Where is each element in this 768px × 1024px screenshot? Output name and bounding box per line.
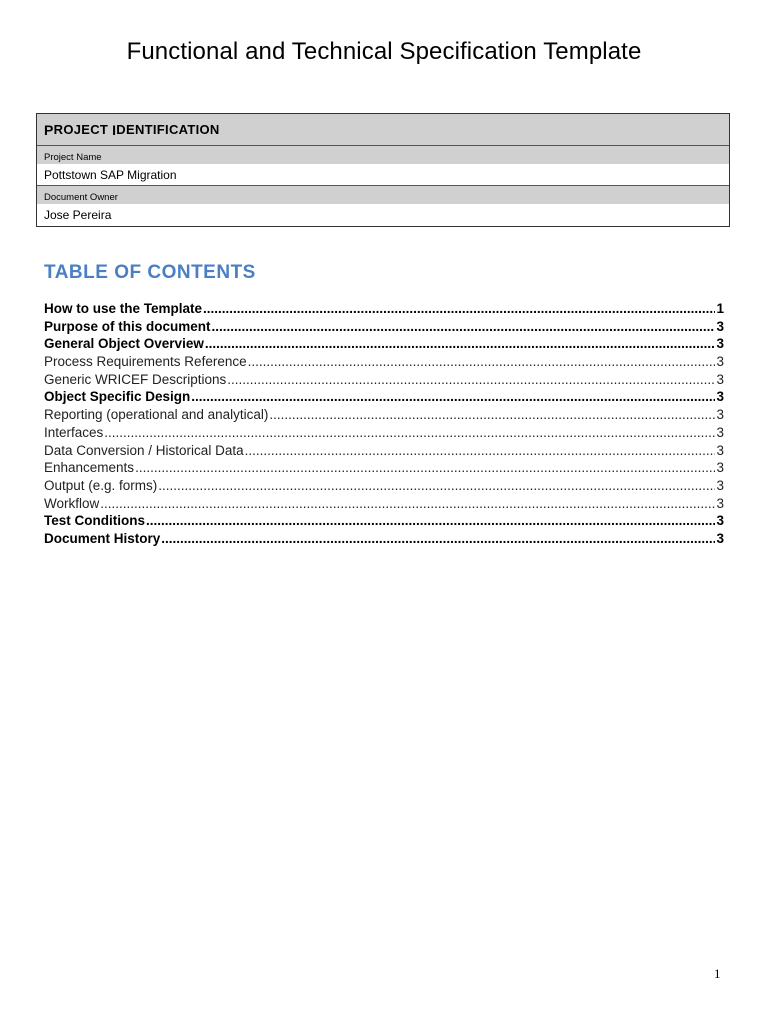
header-initial-p: P xyxy=(44,121,54,138)
toc-entry[interactable] xyxy=(44,372,724,390)
toc-dot-leader xyxy=(100,496,715,511)
toc-entry-page: 3 xyxy=(716,318,724,334)
toc-dot-leader xyxy=(227,372,715,387)
toc-entry-text: Document History xyxy=(44,530,161,546)
toc-entry-text: Workflow xyxy=(44,495,100,511)
project-name-label: Project Name xyxy=(37,146,729,164)
toc-entry[interactable] xyxy=(44,478,724,496)
toc-entry-page: 3 xyxy=(716,389,724,405)
toc-entry[interactable] xyxy=(44,531,724,549)
toc-entry-text: Purpose of this document xyxy=(44,318,211,334)
toc-entry[interactable] xyxy=(44,425,724,443)
toc-entry[interactable] xyxy=(44,443,724,461)
toc-dot-leader xyxy=(135,460,715,475)
project-name-value[interactable]: Pottstown SAP Migration xyxy=(37,164,729,186)
toc-entry-text: Process Requirements Reference xyxy=(44,354,247,370)
toc-dot-leader xyxy=(146,513,715,528)
toc-dot-leader xyxy=(158,478,715,493)
toc-entry-page: 3 xyxy=(716,477,724,493)
toc-dot-leader xyxy=(203,301,715,316)
toc-entry-page: 3 xyxy=(716,460,724,476)
toc-entry[interactable] xyxy=(44,336,724,354)
page-number: 1 xyxy=(714,966,721,981)
toc-heading: TABLE OF CONTENTS xyxy=(44,262,256,283)
toc-entry-text: Generic WRICEF Descriptions xyxy=(44,371,227,387)
toc-dot-leader xyxy=(104,425,715,440)
toc-entry-page: 3 xyxy=(716,354,724,370)
toc-entry-text: Object Specific Design xyxy=(44,389,191,405)
toc-dot-leader xyxy=(245,443,716,458)
toc-entry-text: Data Conversion / Historical Data xyxy=(44,442,244,458)
toc-entry-page: 3 xyxy=(716,336,724,352)
toc-entry[interactable] xyxy=(44,407,724,425)
toc-entry[interactable] xyxy=(44,496,724,514)
toc-entry-text: Reporting (operational and analytical) xyxy=(44,407,269,423)
toc-entry-page: 3 xyxy=(716,424,724,440)
toc-entry[interactable] xyxy=(44,513,724,531)
toc-entry-text: Interfaces xyxy=(44,424,104,440)
header-text-roject: ROJECT xyxy=(53,122,109,137)
toc-dot-leader xyxy=(161,531,715,546)
toc-entry-page: 3 xyxy=(716,407,724,423)
toc-entry-page: 3 xyxy=(716,495,724,511)
toc-entry-text: General Object Overview xyxy=(44,336,204,352)
toc-dot-leader xyxy=(269,407,715,422)
toc-entry[interactable] xyxy=(44,354,724,372)
toc-dot-leader xyxy=(191,389,715,404)
table-of-contents xyxy=(44,301,724,549)
toc-entry-page: 3 xyxy=(716,513,724,529)
toc-entry-page: 3 xyxy=(716,371,724,387)
toc-entry-page: 1 xyxy=(716,301,724,316)
toc-entry-page: 3 xyxy=(716,442,724,458)
document-owner-label: Document Owner xyxy=(37,186,729,204)
toc-entry[interactable] xyxy=(44,301,724,319)
toc-entry-text: Test Conditions xyxy=(44,513,145,529)
header-text-dentification: DENTIFICATION xyxy=(116,122,220,137)
project-identification-header xyxy=(37,114,729,146)
toc-entry[interactable] xyxy=(44,460,724,478)
toc-dot-leader xyxy=(248,354,716,369)
toc-entry[interactable] xyxy=(44,389,724,407)
document-title: Functional and Technical Specification Template xyxy=(126,38,642,65)
toc-dot-leader xyxy=(205,336,716,351)
header-initial-i: I xyxy=(112,121,117,138)
toc-entry[interactable] xyxy=(44,319,724,337)
toc-entry-text: Enhancements xyxy=(44,460,135,476)
toc-entry-page: 3 xyxy=(716,530,724,546)
project-identification-table xyxy=(36,113,730,227)
document-owner-value[interactable]: Jose Pereira xyxy=(37,204,729,226)
toc-entry-text: Output (e.g. forms) xyxy=(44,477,158,493)
toc-entry-text: How to use the Template xyxy=(44,301,203,316)
toc-dot-leader xyxy=(212,319,716,334)
